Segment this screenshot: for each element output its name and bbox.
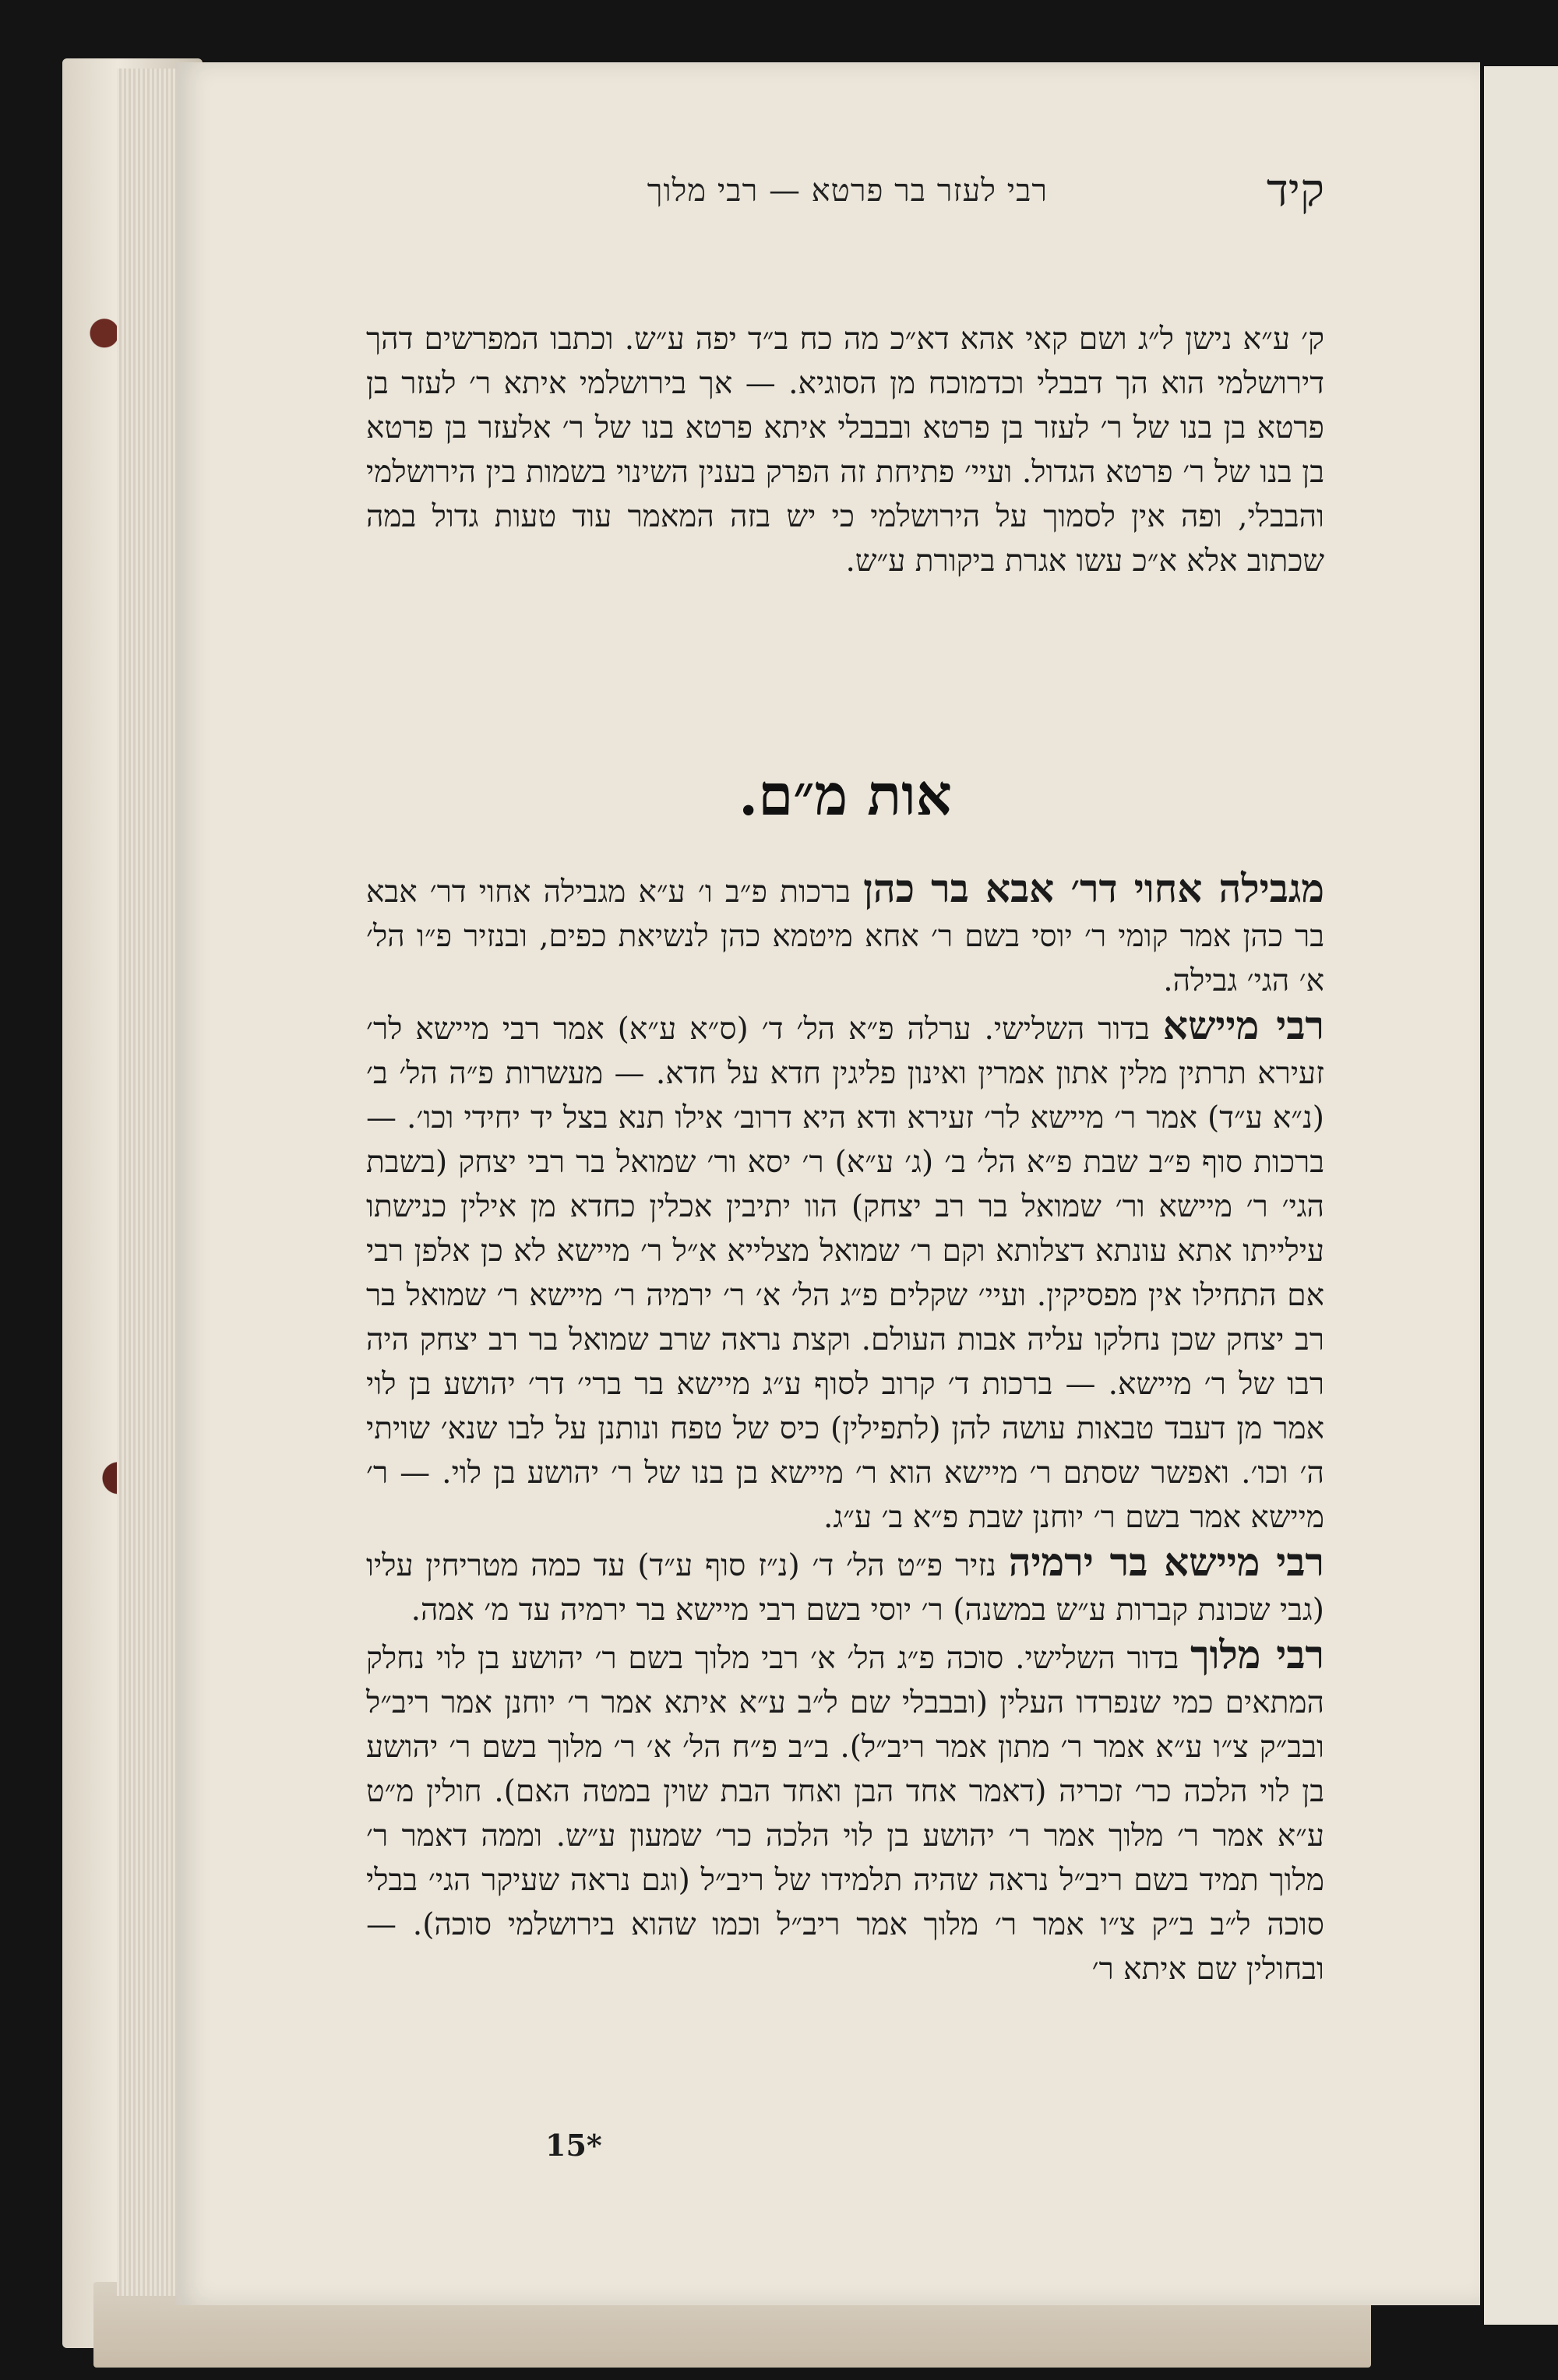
page-number: קיד [1266,164,1324,217]
running-title: רבי לעזר בר פרטא — רבי מלוך [647,172,1049,209]
entry-lead: רבי מלוך [1190,1632,1324,1678]
entry [366,866,1324,1003]
entry [366,1540,1324,1632]
bleed-through-text [366,632,1324,671]
entry [366,1632,1324,1991]
entry [366,1003,1324,1540]
entry-text: ברכות פ״ב ו׳ ע״א מגבילה אחוי דר׳ אבא בר כהן אמר קומי ר׳ יוסי בשם ר׳ אחא מיטמא כהן לנשיאת כפים, ובנזיר פ״ו הל׳ א׳ הגי׳ גבילה. [366,875,1324,998]
entry-lead: רבי מיישא [1162,1002,1324,1048]
entry-text: בדור השלישי. סוכה פ״ג הל׳ א׳ רבי מלוך בשם ר׳ יהושע בן לוי נחלק המתאים כמי שנפרדו העלין (ובבבלי שם ל״ב ע״א איתא אמר ר׳ יוחנן אמר ריב״ל ובב״ק צ״ו ע״א אמר ר׳ מתון אמר ריב״ל). ב״ב פ״ח הל׳ א׳ ר׳ מלוך בשם ר׳ יהושע בן לוי הלכה כר׳ זכריה (דאמר אחד הבן ואחד הבת שוין במטה האם). חולין מ״ט ע״א אמר ר׳ מלוך אמר ר׳ יהושע בן לוי הלכה כר׳ שמעון ע״ש. וממה דאמר ר׳ מלוך תמיד בשם ריב״ל נראה שהיה תלמידו של ריב״ל (וגם נראה שעיקר הגי׳ בבלי סוכה ל״ב ב״ק צ״ו אמר ר׳ מלוך אמר ריב״ל וכמו שהוא בירושלמי סוכה). — ובחולין שם איתא ר׳ [366,1641,1324,1987]
signature-mark: 15* [545,2128,602,2163]
entry-text: בדור השלישי. ערלה פ״א הל׳ ד׳ (ס״א ע״א) אמר רבי מיישא לר׳ זעירא תרתין מלין אתון אמרין ואינון פליגין חדא על חדא. — מעשרות פ״ה הל׳ ב׳ (נ״א ע״ד) אמר ר׳ מיישא לר׳ זעירא ודא היא דרוב׳ אילו תנא בצל יד יחידי וכו׳. — ברכות סוף פ״ב שבת פ״א הל׳ ב׳ (ג׳ ע״א) ר׳ יסא ור׳ שמואל בר רבי יצחק (בשבת הגי׳ ר׳ מיישא ור׳ שמואל בר רב יצחק) הוו יתיבין אכלין כחדא מן אילין כנישתו עילייתו אתא עונתא דצלותא וקם ר׳ שמואל מצלייא א״ל ר׳ מיישא לא כן אלפן רבי אם התחילו אין מפסיקין. ועיי׳ שקלים פ״ג הל׳ א׳ ר׳ ירמיה ר׳ מיישא ר׳ שמואל בר רב יצחק שכן נחלקו עליה אבות העולם. וקצת נראה שרב שמואל בר רב יצחק היה רבו של ר׳ מיישא. — ברכות ד׳ קרוב לסוף ע״ג מיישא בר ברי׳ דר׳ יהושע בן לוי אמר מן דעבד טבאות עושה להן (לתפילין) כיס של טפח ונותנן על לבו שנא׳ שויתי ה׳ וכו׳. ואפשר שסתם ר׳ מיישא הוא ר׳ מיישא בן בנו של ר׳ יהושע בן לוי. — ר׳ מיישא אמר בשם ר׳ יוחנן שבת פ״א ב׳ ע״ג. [366,1012,1324,1535]
entry-text: נזיר פ״ט הל׳ ד׳ (נ״ז סוף ע״ד) עד כמה מטריחין עליו (גבי שכונת קברות ע״ש במשנה) ר׳ יוסי בשם רבי מיישא בר ירמיה עד מ׳ אמה. [366,1548,1324,1628]
entries [366,866,1324,1991]
top-paragraph: ק׳ ע״א נישן ל״ג ושם קאי אהא דא״כ מה כח ב״ד יפה ע״ש. וכתבו המפרשים דהך דירושלמי הוא הך דבבלי וכדמוכח מן הסוגיא. — אך בירושלמי איתא ר׳ לעזר בן פרטא בן בנו של ר׳ לעזר בן פרטא ובבבלי איתא פרטא בנו של ר׳ אלעזר בן פרטא בן בנו של ר׳ פרטא הגדול. ועיי׳ פתיחת זה הפרק בענין השינוי בשמות בין הירושלמי והבבלי, ופה אין לסמוך על הירושלמי כי יש בזה המאמר עוד טעות גדול במה שכתוב אלא א״כ עשו אגרת ביקורת ע״ש. [366,322,1324,579]
running-head [366,164,1324,217]
facing-page-edge [1484,66,1558,2325]
entry-lead: רבי מיישא בר ירמיה [1008,1539,1324,1585]
entry-lead: מגבילה אחוי דר׳ אבא בר כהן [863,865,1324,911]
section-heading: אות מ״ם. [738,762,952,828]
